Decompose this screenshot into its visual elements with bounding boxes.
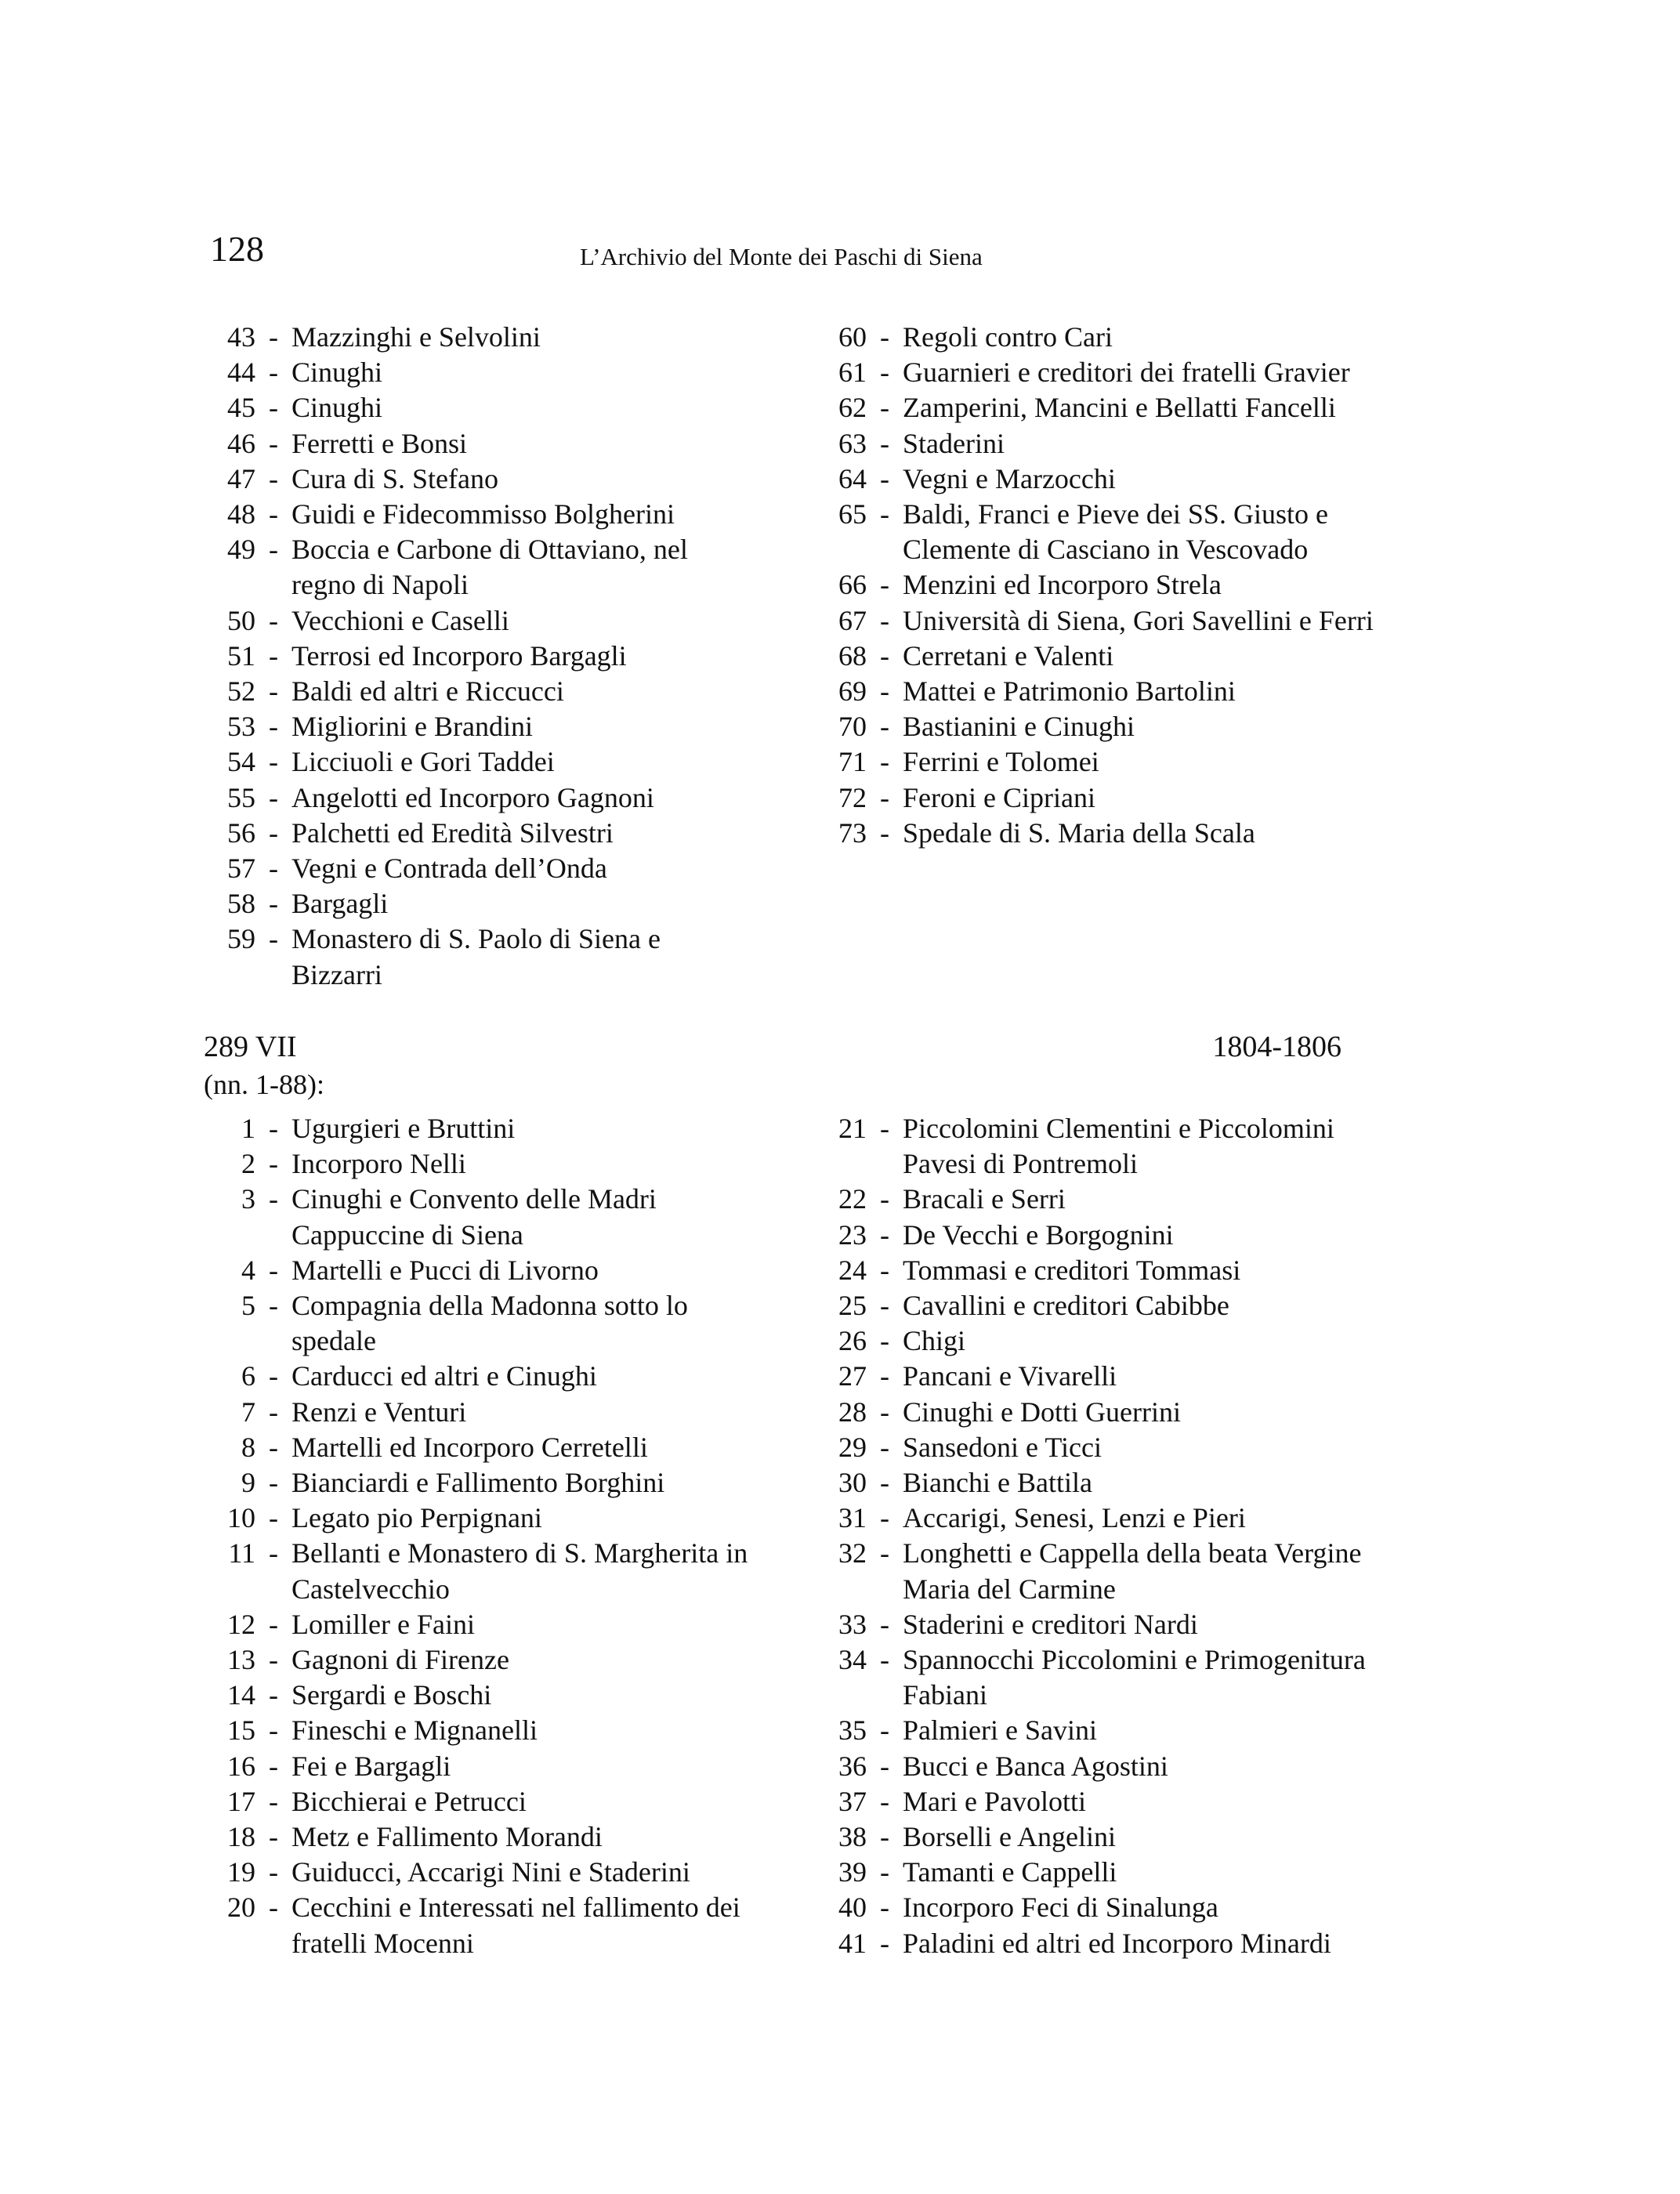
list-item [813, 603, 1393, 639]
entry-dash: - [880, 1325, 889, 1357]
entry-dash: - [269, 427, 278, 459]
entry-number: 13 [227, 1644, 255, 1676]
entry-text: Spannocchi Piccolomini e Primogenitura Fabiani [903, 1644, 1366, 1711]
entry-number: 48 [227, 498, 255, 530]
entry-number: 27 [838, 1360, 867, 1392]
entry-number: 57 [227, 853, 255, 885]
list-item [202, 1359, 751, 1394]
entry-dash: - [880, 1218, 889, 1251]
entry-dash: - [880, 639, 889, 672]
entry-dash: - [880, 1892, 889, 1924]
entry-text: Palchetti ed Eredità Silvestri [291, 816, 614, 849]
entry-dash: - [269, 1183, 278, 1215]
entry-dash: - [269, 1290, 278, 1322]
entry-number: 53 [227, 711, 255, 743]
list-item [202, 1253, 751, 1288]
list-item [813, 1430, 1393, 1465]
list2-right-column [813, 1111, 1393, 1961]
list-item [813, 1288, 1393, 1323]
list-item [202, 1642, 751, 1678]
entry-text: Regoli contro Cari [903, 321, 1113, 353]
list-item [202, 1501, 751, 1536]
entry-text: Accarigi, Senesi, Lenzi e Pieri [903, 1502, 1246, 1534]
entry-text: Ferretti e Bonsi [291, 427, 467, 459]
entry-text: Cura di S. Stefano [291, 462, 498, 494]
entry-number: 61 [838, 357, 867, 389]
entry-dash: - [269, 357, 278, 389]
entry-number: 44 [227, 357, 255, 389]
entry-dash: - [880, 1290, 889, 1322]
list-item [202, 1465, 751, 1501]
entry-number: 7 [241, 1396, 255, 1428]
entry-text: Bracali e Serri [903, 1183, 1066, 1215]
entry-number: 62 [838, 392, 867, 424]
entry-number: 9 [241, 1467, 255, 1499]
list-item [813, 1253, 1393, 1288]
entry-text: Incorporo Feci di Sinalunga [903, 1892, 1218, 1924]
entry-text: Legato pio Perpignani [291, 1502, 542, 1534]
entry-number: 4 [241, 1254, 255, 1286]
list-item [202, 921, 751, 992]
entry-text: Angelotti ed Incorporo Gagnoni [291, 781, 654, 813]
entry-text: Carducci ed altri e Cinughi [291, 1360, 597, 1392]
list-item [813, 1359, 1393, 1394]
entry-text: Ferrini e Tolomei [903, 746, 1099, 778]
entry-dash: - [880, 1254, 889, 1286]
list-item [813, 1642, 1393, 1713]
list-item [813, 1819, 1393, 1855]
entry-number: 28 [838, 1396, 867, 1428]
entry-dash: - [269, 1608, 278, 1640]
entry-number: 5 [241, 1290, 255, 1322]
entry-dash: - [269, 321, 278, 353]
entry-text: Bargagli [291, 888, 389, 920]
list-item [202, 780, 751, 816]
list-item [202, 709, 751, 744]
entry-dash: - [880, 781, 889, 813]
list-item [202, 1890, 751, 1960]
entry-text: Bucci e Banca Agostini [903, 1750, 1168, 1782]
entry-dash: - [269, 534, 278, 566]
list-item [202, 1288, 751, 1359]
list-item [202, 1784, 751, 1819]
entry-dash: - [269, 746, 278, 778]
running-title: L’Archivio del Monte dei Paschi di Siena [580, 243, 983, 270]
entry-text: Compagnia della Madonna sotto lo spedale [291, 1290, 688, 1357]
entry-dash: - [269, 1113, 278, 1144]
entry-text: Martelli e Pucci di Livorno [291, 1254, 599, 1286]
entry-text: Staderini [903, 427, 1005, 459]
entry-text: Cerretani e Valenti [903, 639, 1114, 672]
entry-number: 40 [838, 1892, 867, 1924]
list-item [813, 1395, 1393, 1430]
entry-text: Tommasi e creditori Tommasi [903, 1254, 1241, 1286]
list-item [813, 1111, 1393, 1182]
entry-text: Mari e Pavolotti [903, 1785, 1086, 1817]
list-item [813, 1218, 1393, 1253]
entry-text: Cavallini e creditori Cabibbe [903, 1290, 1229, 1322]
entry-text: Monastero di S. Paolo di Siena e Bizzarri [291, 923, 661, 990]
list-item [813, 674, 1393, 709]
entry-text: Fei e Bargagli [291, 1750, 451, 1782]
entry-dash: - [269, 1467, 278, 1499]
entry-number: 59 [227, 923, 255, 955]
entry-number: 29 [838, 1431, 867, 1463]
entry-text: Sergardi e Boschi [291, 1679, 492, 1711]
entry-dash: - [880, 1750, 889, 1782]
entry-number: 21 [838, 1113, 867, 1144]
list-item [813, 355, 1393, 390]
entry-text: Bellanti e Monastero di S. Margherita in Castelvecchio [291, 1537, 748, 1605]
list-item [202, 1819, 751, 1855]
entry-dash: - [269, 1785, 278, 1817]
entry-dash: - [269, 392, 278, 424]
section-dates: 1804-1806 [1212, 1030, 1341, 1063]
entry-dash: - [880, 462, 889, 494]
entry-text: Fineschi e Mignanelli [291, 1714, 538, 1747]
entry-number: 35 [838, 1714, 867, 1747]
list-item [813, 1784, 1393, 1819]
list-item [813, 1501, 1393, 1536]
entry-dash: - [269, 1254, 278, 1286]
list2-left-column [202, 1111, 751, 1961]
list-item [202, 1395, 751, 1430]
entry-dash: - [880, 1714, 889, 1747]
list-item [202, 886, 751, 921]
entry-text: Guiducci, Accarigi Nini e Staderini [291, 1856, 690, 1888]
entry-dash: - [269, 1360, 278, 1392]
entry-number: 33 [838, 1608, 867, 1640]
entry-text: Vegni e Marzocchi [903, 462, 1116, 494]
entry-number: 19 [227, 1856, 255, 1888]
entry-text: Menzini ed Incorporo Strela [903, 569, 1222, 601]
entry-dash: - [269, 604, 278, 636]
entry-text: Sansedoni e Ticci [903, 1431, 1102, 1463]
entry-text: Martelli ed Incorporo Cerretelli [291, 1431, 648, 1463]
entry-dash: - [880, 1608, 889, 1640]
list-item [813, 462, 1393, 497]
entry-text: Cecchini e Interessati nel fallimento dei fratelli Mocenni [291, 1892, 740, 1959]
entry-number: 68 [838, 639, 867, 672]
entry-dash: - [269, 462, 278, 494]
entry-dash: - [269, 1750, 278, 1782]
list-item [202, 1855, 751, 1890]
entry-number: 63 [838, 427, 867, 459]
entry-number: 17 [227, 1785, 255, 1817]
entry-dash: - [880, 675, 889, 708]
entry-number: 50 [227, 604, 255, 636]
entry-dash: - [880, 1183, 889, 1215]
entry-text: Cinughi e Convento delle Madri Cappuccine di Siena [291, 1183, 657, 1251]
entry-dash: - [269, 1148, 278, 1180]
entry-number: 20 [227, 1892, 255, 1924]
entry-number: 16 [227, 1750, 255, 1782]
entry-dash: - [880, 569, 889, 601]
entry-dash: - [269, 1821, 278, 1853]
entry-dash: - [880, 1856, 889, 1888]
entry-number: 70 [838, 711, 867, 743]
list-item [202, 320, 751, 355]
section-id: 289 VII [204, 1030, 297, 1063]
entry-number: 56 [227, 816, 255, 849]
entry-text: Tamanti e Cappelli [903, 1856, 1117, 1888]
entry-number: 55 [227, 781, 255, 813]
entry-text: Guarnieri e creditori dei fratelli Gravier [903, 357, 1350, 389]
list-item [813, 816, 1393, 851]
entry-number: 72 [838, 781, 867, 813]
entry-dash: - [269, 1644, 278, 1676]
entry-text: Boccia e Carbone di Ottaviano, nel regno di Napoli [291, 534, 688, 601]
entry-number: 64 [838, 462, 867, 494]
list-item [813, 709, 1393, 744]
entry-dash: - [880, 1467, 889, 1499]
entry-number: 66 [838, 569, 867, 601]
entry-dash: - [269, 711, 278, 743]
entry-text: Ugurgieri e Bruttini [291, 1113, 516, 1144]
list-item [813, 1465, 1393, 1501]
entry-dash: - [880, 746, 889, 778]
entry-dash: - [269, 1396, 278, 1428]
entry-dash: - [880, 1431, 889, 1463]
entry-text: Cinughi e Dotti Guerrini [903, 1396, 1181, 1428]
list-item [202, 532, 751, 603]
list-item [813, 1182, 1393, 1217]
entry-dash: - [269, 853, 278, 885]
page-number: 128 [210, 229, 264, 269]
entry-dash: - [880, 392, 889, 424]
list-item [202, 1430, 751, 1465]
entry-number: 26 [838, 1325, 867, 1357]
list-item [813, 1536, 1393, 1606]
list-item [202, 851, 751, 886]
entry-text: Pancani e Vivarelli [903, 1360, 1117, 1392]
list-item [202, 1749, 751, 1784]
list-item [202, 1182, 751, 1252]
entry-number: 31 [838, 1502, 867, 1534]
entry-dash: - [880, 427, 889, 459]
entry-dash: - [880, 604, 889, 636]
list-item [202, 1713, 751, 1748]
entry-number: 22 [838, 1183, 867, 1215]
entry-text: Piccolomini Clementini e Piccolomini Pavesi di Pontremoli [903, 1113, 1334, 1180]
entry-text: Bianciardi e Fallimento Borghini [291, 1467, 665, 1499]
entry-number: 18 [227, 1821, 255, 1853]
entry-number: 39 [838, 1856, 867, 1888]
entry-dash: - [269, 1856, 278, 1888]
entry-text: Lomiller e Faini [291, 1608, 475, 1640]
entry-number: 51 [227, 639, 255, 672]
entry-dash: - [880, 498, 889, 530]
entry-dash: - [269, 675, 278, 708]
list-item [202, 1146, 751, 1182]
entry-number: 36 [838, 1750, 867, 1782]
entry-number: 47 [227, 462, 255, 494]
entry-text: Licciuoli e Gori Taddei [291, 746, 555, 778]
entry-number: 69 [838, 675, 867, 708]
entry-dash: - [269, 816, 278, 849]
entry-text: Metz e Fallimento Morandi [291, 1821, 603, 1853]
entry-text: Mazzinghi e Selvolini [291, 321, 541, 353]
entry-text: Terrosi ed Incorporo Bargagli [291, 639, 627, 672]
list1-left-column [202, 320, 751, 993]
entry-text: Baldi ed altri e Riccucci [291, 675, 564, 708]
entry-text: Palmieri e Savini [903, 1714, 1097, 1747]
entry-text: Paladini ed altri ed Incorporo Minardi [903, 1927, 1331, 1959]
entry-text: Chigi [903, 1325, 966, 1357]
list-item [813, 497, 1393, 567]
entry-text: Incorporo Nelli [291, 1148, 466, 1180]
list-item [202, 1678, 751, 1713]
entry-number: 38 [838, 1821, 867, 1853]
entry-number: 15 [227, 1714, 255, 1747]
entry-number: 45 [227, 392, 255, 424]
list-item [202, 816, 751, 851]
list-item [202, 674, 751, 709]
entry-number: 25 [838, 1290, 867, 1322]
entry-number: 10 [227, 1502, 255, 1534]
entry-dash: - [880, 321, 889, 353]
list-item [813, 1890, 1393, 1925]
entry-dash: - [269, 1679, 278, 1711]
entry-number: 71 [838, 746, 867, 778]
entry-number: 67 [838, 604, 867, 636]
list-item [202, 603, 751, 639]
list-item [202, 497, 751, 532]
list-item [813, 744, 1393, 780]
entry-dash: - [269, 1714, 278, 1747]
entry-number: 54 [227, 746, 255, 778]
list-item [813, 639, 1393, 674]
list-item [813, 1713, 1393, 1748]
list-item [813, 390, 1393, 425]
entry-number: 46 [227, 427, 255, 459]
entry-text: Baldi, Franci e Pieve dei SS. Giusto e Clemente di Casciano in Vescovado [903, 498, 1328, 566]
entry-dash: - [880, 1537, 889, 1569]
entry-dash: - [880, 1396, 889, 1428]
entry-dash: - [880, 1821, 889, 1853]
entry-text: Migliorini e Brandini [291, 711, 533, 743]
entry-dash: - [880, 1785, 889, 1817]
entry-number: 49 [227, 534, 255, 566]
list-item [813, 1607, 1393, 1642]
list-item [202, 1536, 751, 1606]
entry-text: Vegni e Contrada dell’Onda [291, 853, 607, 885]
entry-dash: - [880, 1927, 889, 1959]
entry-dash: - [880, 1360, 889, 1392]
entry-number: 30 [838, 1467, 867, 1499]
entry-number: 2 [241, 1148, 255, 1180]
entry-text: Guidi e Fidecommisso Bolgherini [291, 498, 675, 530]
entry-text: Università di Siena, Gori Savellini e Ferri [903, 604, 1374, 636]
entry-number: 60 [838, 321, 867, 353]
entry-text: Zamperini, Mancini e Bellatti Fancelli [903, 392, 1336, 424]
entry-text: Cinughi [291, 392, 383, 424]
list-item [202, 390, 751, 425]
entry-number: 58 [227, 888, 255, 920]
entry-text: De Vecchi e Borgognini [903, 1218, 1174, 1251]
list-item [813, 320, 1393, 355]
entry-text: Vecchioni e Caselli [291, 604, 509, 636]
list-item [813, 780, 1393, 816]
list-item [202, 1607, 751, 1642]
list-item [202, 639, 751, 674]
entry-dash: - [269, 923, 278, 955]
entry-number: 65 [838, 498, 867, 530]
entry-number: 52 [227, 675, 255, 708]
entry-text: Bianchi e Battila [903, 1467, 1092, 1499]
entry-number: 41 [838, 1927, 867, 1959]
list-item [813, 1926, 1393, 1961]
entry-text: Staderini e creditori Nardi [903, 1608, 1198, 1640]
entry-text: Gagnoni di Firenze [291, 1644, 509, 1676]
entry-dash: - [269, 888, 278, 920]
entry-text: Feroni e Cipriani [903, 781, 1095, 813]
entry-number: 73 [838, 816, 867, 849]
entry-dash: - [880, 1113, 889, 1144]
list-item [813, 1323, 1393, 1359]
entry-number: 3 [241, 1183, 255, 1215]
entry-text: Borselli e Angelini [903, 1821, 1116, 1853]
entry-number: 11 [228, 1537, 255, 1569]
entry-text: Bicchierai e Petrucci [291, 1785, 527, 1817]
entry-dash: - [269, 639, 278, 672]
entry-dash: - [269, 1502, 278, 1534]
entry-dash: - [269, 1537, 278, 1569]
entry-text: Mattei e Patrimonio Bartolini [903, 675, 1236, 708]
entry-number: 37 [838, 1785, 867, 1817]
entry-text: Spedale di S. Maria della Scala [903, 816, 1255, 849]
list-item [202, 355, 751, 390]
list-item [813, 1749, 1393, 1784]
entry-dash: - [269, 498, 278, 530]
entry-dash: - [269, 1431, 278, 1463]
list-item [813, 567, 1393, 603]
entry-text: Cinughi [291, 357, 383, 389]
entry-number: 6 [241, 1360, 255, 1392]
entry-number: 12 [227, 1608, 255, 1640]
entry-dash: - [880, 711, 889, 743]
list-item [202, 426, 751, 462]
list-item [813, 1855, 1393, 1890]
list-item [202, 744, 751, 780]
entry-number: 43 [227, 321, 255, 353]
entry-dash: - [269, 781, 278, 813]
entry-number: 14 [227, 1679, 255, 1711]
entry-dash: - [880, 357, 889, 389]
list1-right-column [813, 320, 1393, 851]
entry-number: 32 [838, 1537, 867, 1569]
list-item [202, 1111, 751, 1146]
entry-number: 8 [241, 1431, 255, 1463]
entry-text: Longhetti e Cappella della beata Vergine Maria del Carmine [903, 1537, 1362, 1605]
list-item [202, 462, 751, 497]
list-item [813, 426, 1393, 462]
section-range: (nn. 1-88): [204, 1069, 324, 1100]
entry-number: 1 [241, 1113, 255, 1144]
entry-text: Renzi e Venturi [291, 1396, 467, 1428]
entry-dash: - [269, 1892, 278, 1924]
entry-dash: - [880, 1502, 889, 1534]
entry-number: 34 [838, 1644, 867, 1676]
entry-number: 24 [838, 1254, 867, 1286]
entry-dash: - [880, 816, 889, 849]
entry-number: 23 [838, 1218, 867, 1251]
entry-text: Bastianini e Cinughi [903, 711, 1135, 743]
entry-dash: - [880, 1644, 889, 1676]
